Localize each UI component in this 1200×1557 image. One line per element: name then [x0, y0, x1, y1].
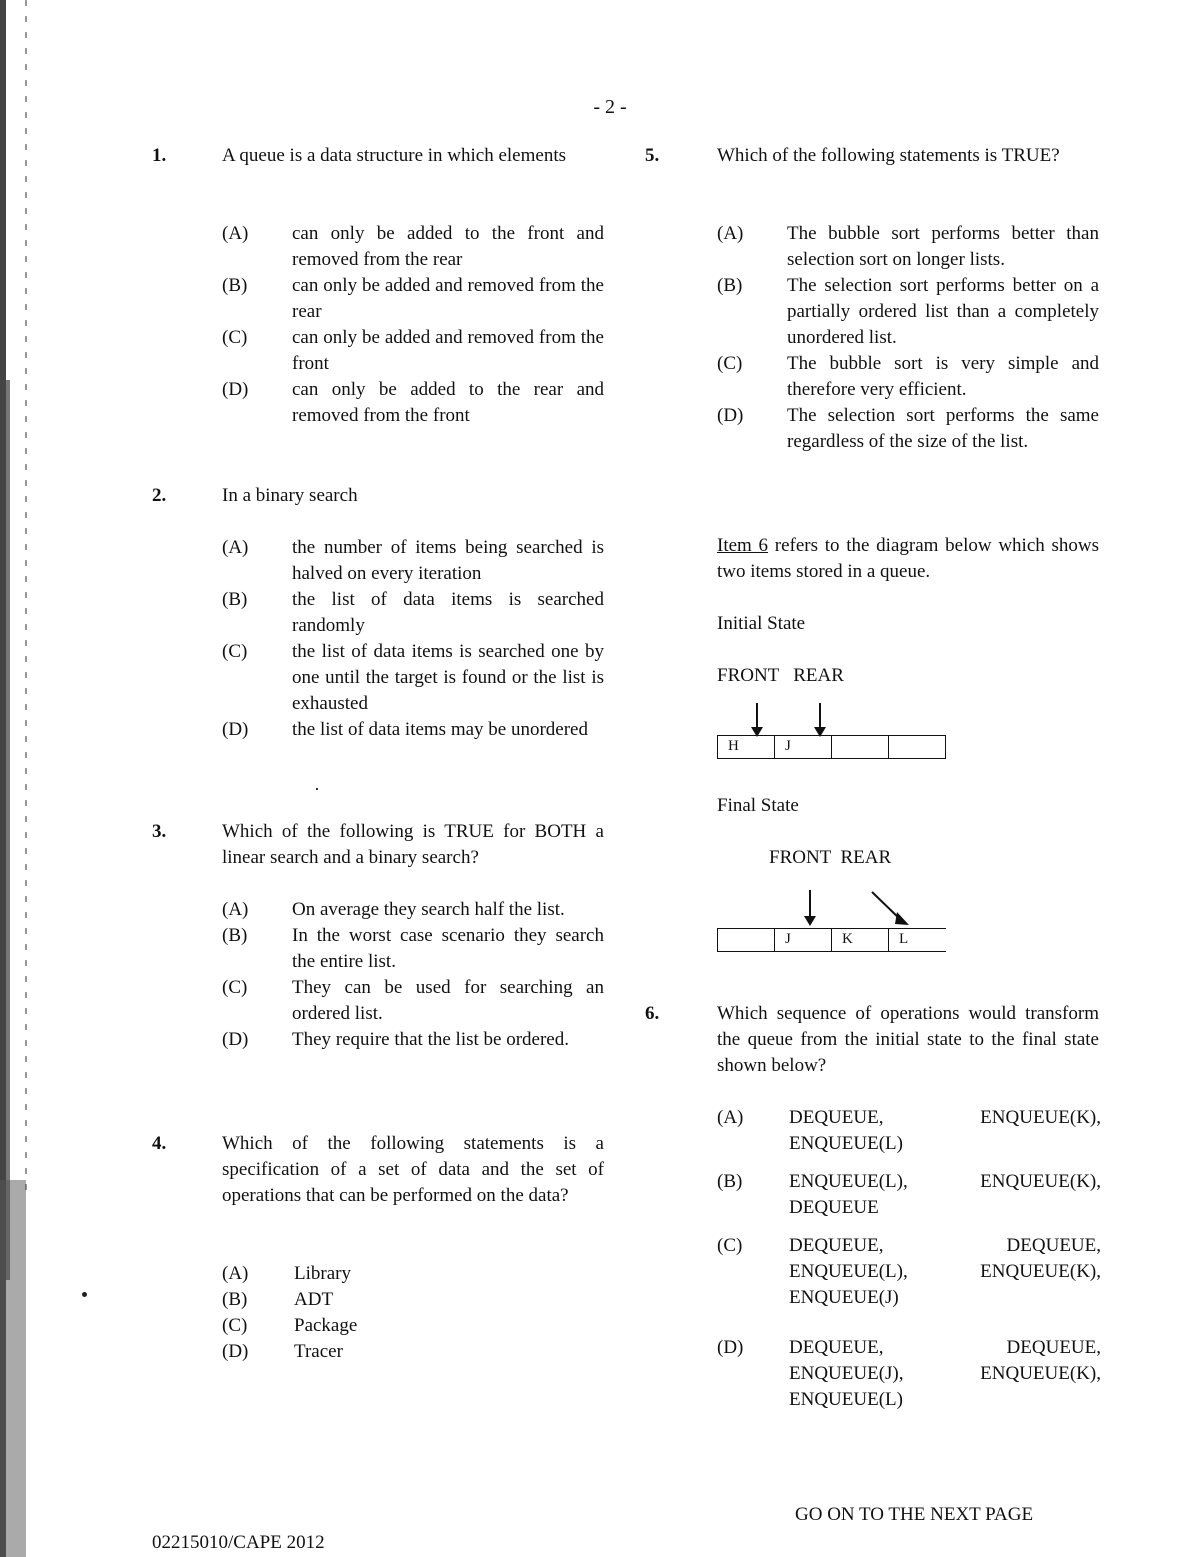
option-c[interactable] — [222, 975, 604, 1027]
option-b[interactable] — [717, 273, 1099, 351]
option-text: the number of items being searched is halved on every iteration — [292, 537, 604, 584]
option-text: The selection sort performs the same regardless of the size of the list. — [787, 405, 1099, 452]
option-text: The bubble sort is very simple and therefore very efficient. — [787, 353, 1099, 400]
options-list — [222, 1261, 604, 1365]
question-number: 6. — [645, 1003, 660, 1024]
front-arrowhead — [804, 916, 816, 926]
option-label: (D) — [222, 719, 249, 740]
question-number: 4. — [152, 1133, 167, 1154]
final-arrows — [717, 888, 957, 930]
option-label: (D) — [222, 1341, 249, 1362]
option-d[interactable] — [717, 403, 1099, 481]
option-text: can only be added to the rear and removed from the front — [292, 379, 604, 426]
question-stem: A queue is a data structure in which elements — [222, 145, 567, 166]
option-c[interactable] — [222, 1313, 604, 1339]
options-list — [222, 221, 604, 429]
option-label: (B) — [222, 275, 248, 296]
rear-arrowhead — [895, 912, 909, 925]
option-a[interactable] — [717, 1105, 1101, 1169]
options-list — [717, 1105, 1101, 1413]
option-label: (A) — [222, 537, 249, 558]
option-b[interactable] — [222, 587, 604, 639]
option-b[interactable] — [717, 1169, 1101, 1233]
option-label: (B) — [717, 275, 743, 296]
option-c[interactable] — [717, 351, 1099, 403]
option-text: the list of data items may be unordered — [292, 719, 588, 740]
page-number: - 2 - — [593, 96, 627, 118]
question-number: 5. — [645, 145, 660, 166]
option-label: (C) — [717, 353, 743, 374]
final-cell-1 — [717, 928, 775, 952]
option-text: ENQUEUE(L), ENQUEUE(K), DEQUEUE — [789, 1171, 1101, 1218]
option-text: The bubble sort performs better than selection sort on longer lists. — [787, 223, 1099, 270]
question-stem: In a binary search — [222, 485, 358, 506]
final-cell-2: J — [774, 928, 832, 952]
option-label: (C) — [222, 977, 248, 998]
question-number: 3. — [152, 821, 167, 842]
scan-edge-artifact — [0, 0, 32, 1557]
option-label: (B) — [222, 925, 248, 946]
final-cell-4: L — [888, 928, 946, 952]
option-b[interactable] — [222, 273, 604, 325]
option-d[interactable] — [222, 1027, 604, 1079]
right-column — [645, 143, 1099, 533]
option-label: (A) — [717, 223, 744, 244]
item-intro-text: refers to the diagram below which shows two items stored in a queue. — [717, 535, 1099, 582]
option-label: (A) — [222, 1263, 249, 1284]
option-label: (A) — [222, 223, 249, 244]
question-number: 1. — [152, 145, 167, 166]
option-text: The selection sort performs better on a partially ordered list than a completely unordered list. — [787, 275, 1099, 348]
option-a[interactable] — [717, 221, 1099, 273]
final-pointer-labels: FRONT REAR — [769, 847, 892, 868]
option-label: (D) — [717, 405, 744, 426]
option-label: (C) — [222, 641, 248, 662]
paper-code: 02215010/CAPE 2012 — [152, 1532, 325, 1553]
option-text: can only be added and removed from the rear — [292, 275, 604, 322]
option-label: (C) — [717, 1235, 743, 1256]
option-d[interactable] — [222, 1339, 604, 1365]
question-stem: Which of the following statements is a specification of a set of data and the set of operations that can be performed on the data? — [222, 1133, 604, 1206]
option-text: In the worst case scenario they search the entire list. — [292, 925, 604, 972]
initial-arrows — [717, 703, 957, 739]
question-stem: Which sequence of operations would transform the queue from the initial state to the final state shown below? — [717, 1003, 1099, 1076]
option-text: On average they search half the list. — [292, 899, 565, 920]
stray-mark — [82, 1292, 87, 1297]
final-state-label: Final State — [717, 795, 799, 816]
options-list — [222, 897, 604, 1079]
option-a[interactable] — [222, 1261, 604, 1287]
option-label: (D) — [717, 1337, 744, 1358]
option-text: They require that the list be ordered. — [292, 1029, 569, 1050]
option-label: (B) — [222, 1289, 248, 1310]
question-number: 2. — [152, 485, 167, 506]
options-list — [222, 535, 604, 769]
option-c[interactable] — [222, 325, 604, 377]
option-d[interactable] — [222, 717, 604, 769]
option-label: (B) — [222, 589, 248, 610]
final-cell-3: K — [831, 928, 889, 952]
option-label: (C) — [222, 1315, 248, 1336]
option-text: can only be added to the front and removed from the rear — [292, 223, 604, 270]
question-1 — [152, 143, 604, 483]
option-label: (D) — [222, 379, 249, 400]
option-b[interactable] — [222, 1287, 604, 1313]
question-6 — [645, 1001, 1099, 1421]
options-list — [717, 221, 1099, 481]
question-5 — [645, 143, 1099, 533]
item6-intro — [717, 533, 1099, 585]
initial-cell-3 — [831, 735, 889, 759]
initial-cell-2: J — [774, 735, 832, 759]
initial-cell-1: H — [717, 735, 775, 759]
option-a[interactable] — [222, 221, 604, 273]
option-label: (B) — [717, 1171, 743, 1192]
question-stem: Which of the following is TRUE for BOTH a linear search and a binary search? — [222, 821, 604, 868]
option-d[interactable] — [222, 377, 604, 429]
initial-pointer-labels: FRONT REAR — [717, 665, 844, 686]
option-d[interactable] — [717, 1335, 1101, 1413]
option-a[interactable] — [222, 897, 604, 923]
option-text: DEQUEUE, DEQUEUE, ENQUEUE(J), ENQUEUE(K), ENQUEUE(L) — [789, 1337, 1101, 1410]
option-text: They can be used for searching an ordered list. — [292, 977, 604, 1024]
option-text: can only be added and removed from the front — [292, 327, 604, 374]
initial-cell-4 — [888, 735, 946, 759]
option-label: (C) — [222, 327, 248, 348]
question-2 — [152, 483, 604, 819]
option-c[interactable] — [717, 1233, 1101, 1335]
option-text: Library — [294, 1263, 351, 1284]
option-text: the list of data items is searched one by one until the target is found or the list is exhausted — [292, 641, 604, 714]
item-reference: Item 6 — [717, 535, 769, 556]
option-label: (A) — [717, 1107, 744, 1128]
option-text: DEQUEUE, ENQUEUE(K), ENQUEUE(L) — [789, 1107, 1101, 1154]
option-text: ADT — [294, 1289, 334, 1310]
option-text: Package — [294, 1315, 358, 1336]
question-4 — [152, 1131, 604, 1371]
left-column — [152, 143, 604, 1371]
initial-state-label: Initial State — [717, 613, 806, 634]
question-stem: Which of the following statements is TRUE? — [717, 145, 1060, 166]
continue-note: GO ON TO THE NEXT PAGE — [795, 1504, 1034, 1525]
option-b[interactable] — [222, 923, 604, 975]
option-text: Tracer — [294, 1341, 343, 1362]
stray-mark — [316, 788, 318, 790]
option-label: (D) — [222, 1029, 249, 1050]
option-text: DEQUEUE, DEQUEUE, ENQUEUE(L), ENQUEUE(K), ENQUEUE(J) — [789, 1235, 1101, 1308]
option-text: the list of data items is searched randomly — [292, 589, 604, 636]
option-label: (A) — [222, 899, 249, 920]
question-3 — [152, 819, 604, 1131]
option-a[interactable] — [222, 535, 604, 587]
option-c[interactable] — [222, 639, 604, 717]
